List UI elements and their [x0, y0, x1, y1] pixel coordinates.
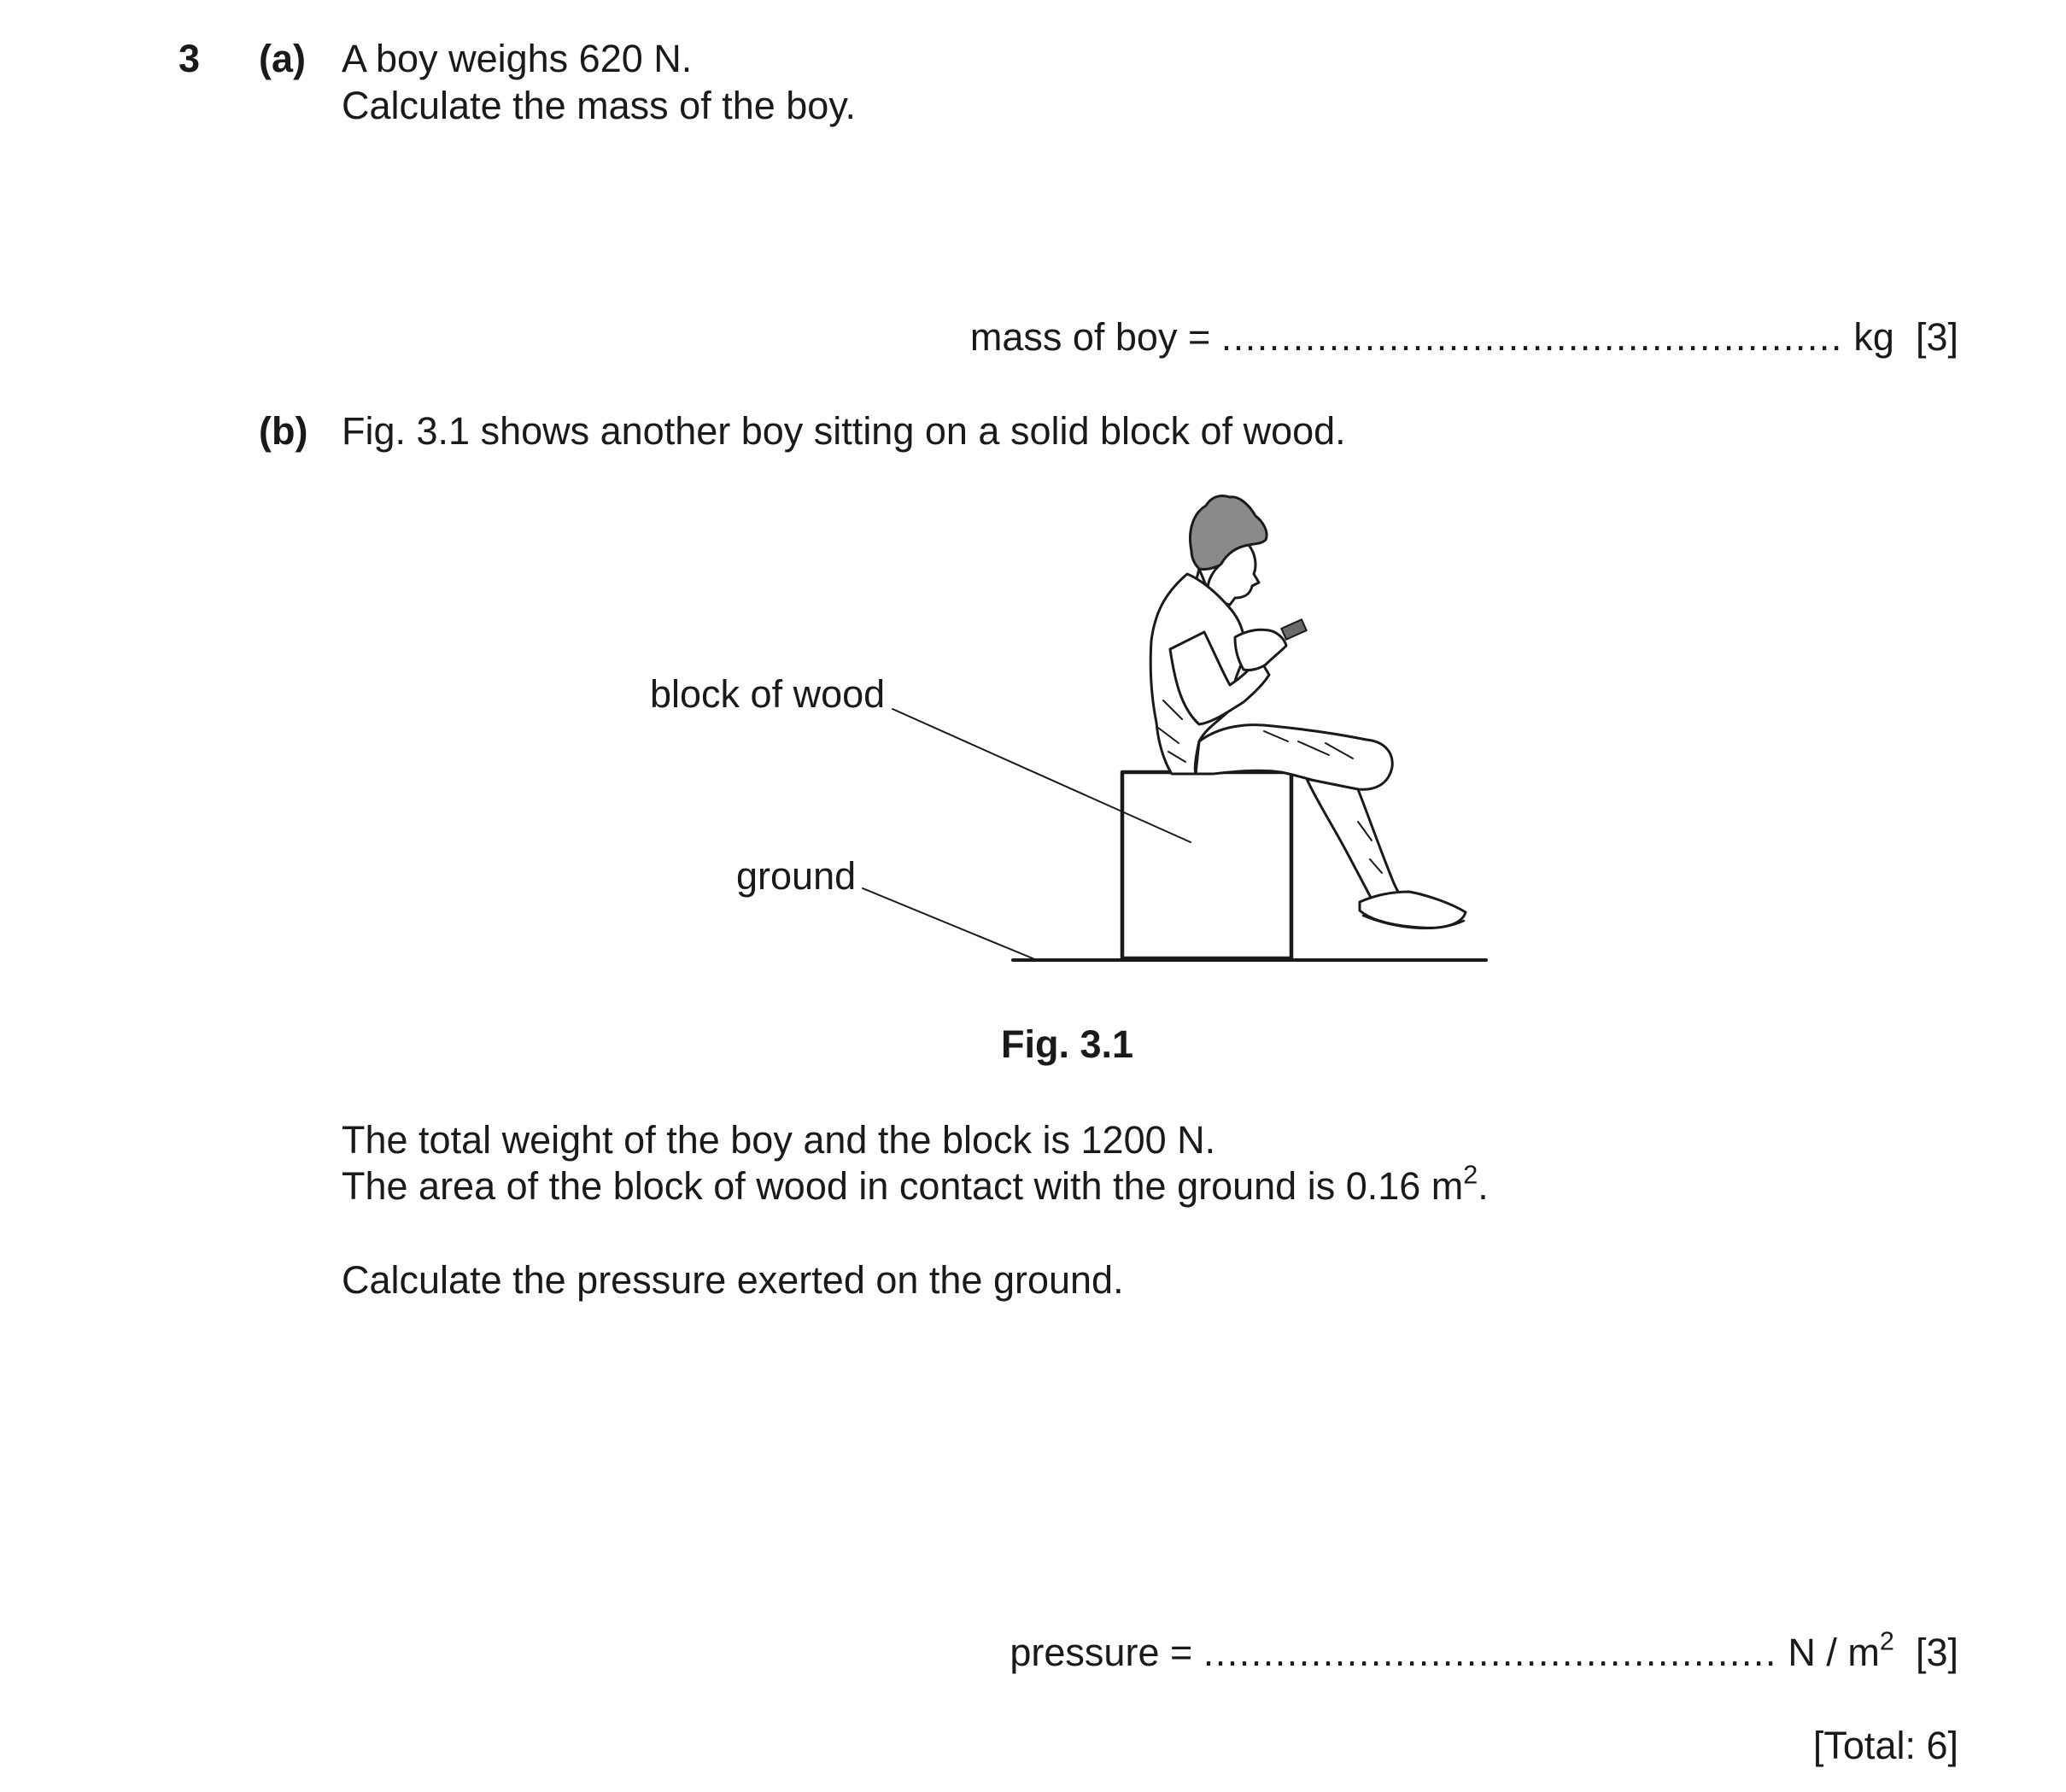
part-b-line2-text: The area of the block of wood in contact with the ground is 0.16 m	[342, 1164, 1464, 1208]
figure-caption: Fig. 3.1	[1001, 1022, 1134, 1066]
part-b-line1: The total weight of the boy and the block is 1200 N.	[342, 1118, 1216, 1162]
part-b-answer-unit-superscript: 2	[1879, 1626, 1894, 1656]
part-a-answer-blank[interactable]: ....................................................	[1220, 315, 1843, 359]
question-number: 3	[179, 37, 201, 80]
part-b-line2	[342, 1160, 1489, 1208]
block-leader-line	[893, 709, 1191, 842]
boy-shoe	[1360, 892, 1466, 928]
wood-block	[1122, 772, 1291, 958]
label-block-of-wood: block of wood	[650, 672, 886, 716]
part-a-marks: [3]	[1915, 315, 1958, 359]
part-b-answer-unit: N / m	[1788, 1631, 1880, 1674]
part-a-line2: Calculate the mass of the boy.	[342, 84, 856, 127]
part-b-line3: Calculate the pressure exerted on the ground.	[342, 1258, 1124, 1302]
part-b-answer-line[interactable]	[1010, 1626, 1958, 1674]
phone	[1281, 619, 1306, 639]
part-b-line2-superscript: 2	[1463, 1160, 1478, 1190]
part-b-marks: [3]	[1915, 1631, 1958, 1674]
boy-hands	[1235, 630, 1286, 670]
part-a-line1: A boy weighs 620 N.	[342, 37, 693, 80]
part-a-label: (a)	[259, 37, 306, 80]
part-b-line2-period: .	[1478, 1164, 1489, 1208]
part-a-answer-unit: kg	[1853, 315, 1894, 359]
part-b-answer-blank[interactable]: ................................................	[1203, 1631, 1777, 1674]
part-b-intro: Fig. 3.1 shows another boy sitting on a solid block of wood.	[342, 409, 1346, 453]
part-b-label: (b)	[259, 409, 308, 453]
label-ground: ground	[736, 854, 857, 898]
ground-leader-line	[863, 888, 1037, 960]
seated-boy	[1150, 495, 1466, 928]
boy-upper-leg	[1196, 725, 1392, 790]
total-marks: [Total: 6]	[1812, 1724, 1958, 1767]
part-a-answer-label: mass of boy =	[969, 315, 1211, 359]
part-b-answer-label: pressure =	[1010, 1631, 1193, 1674]
